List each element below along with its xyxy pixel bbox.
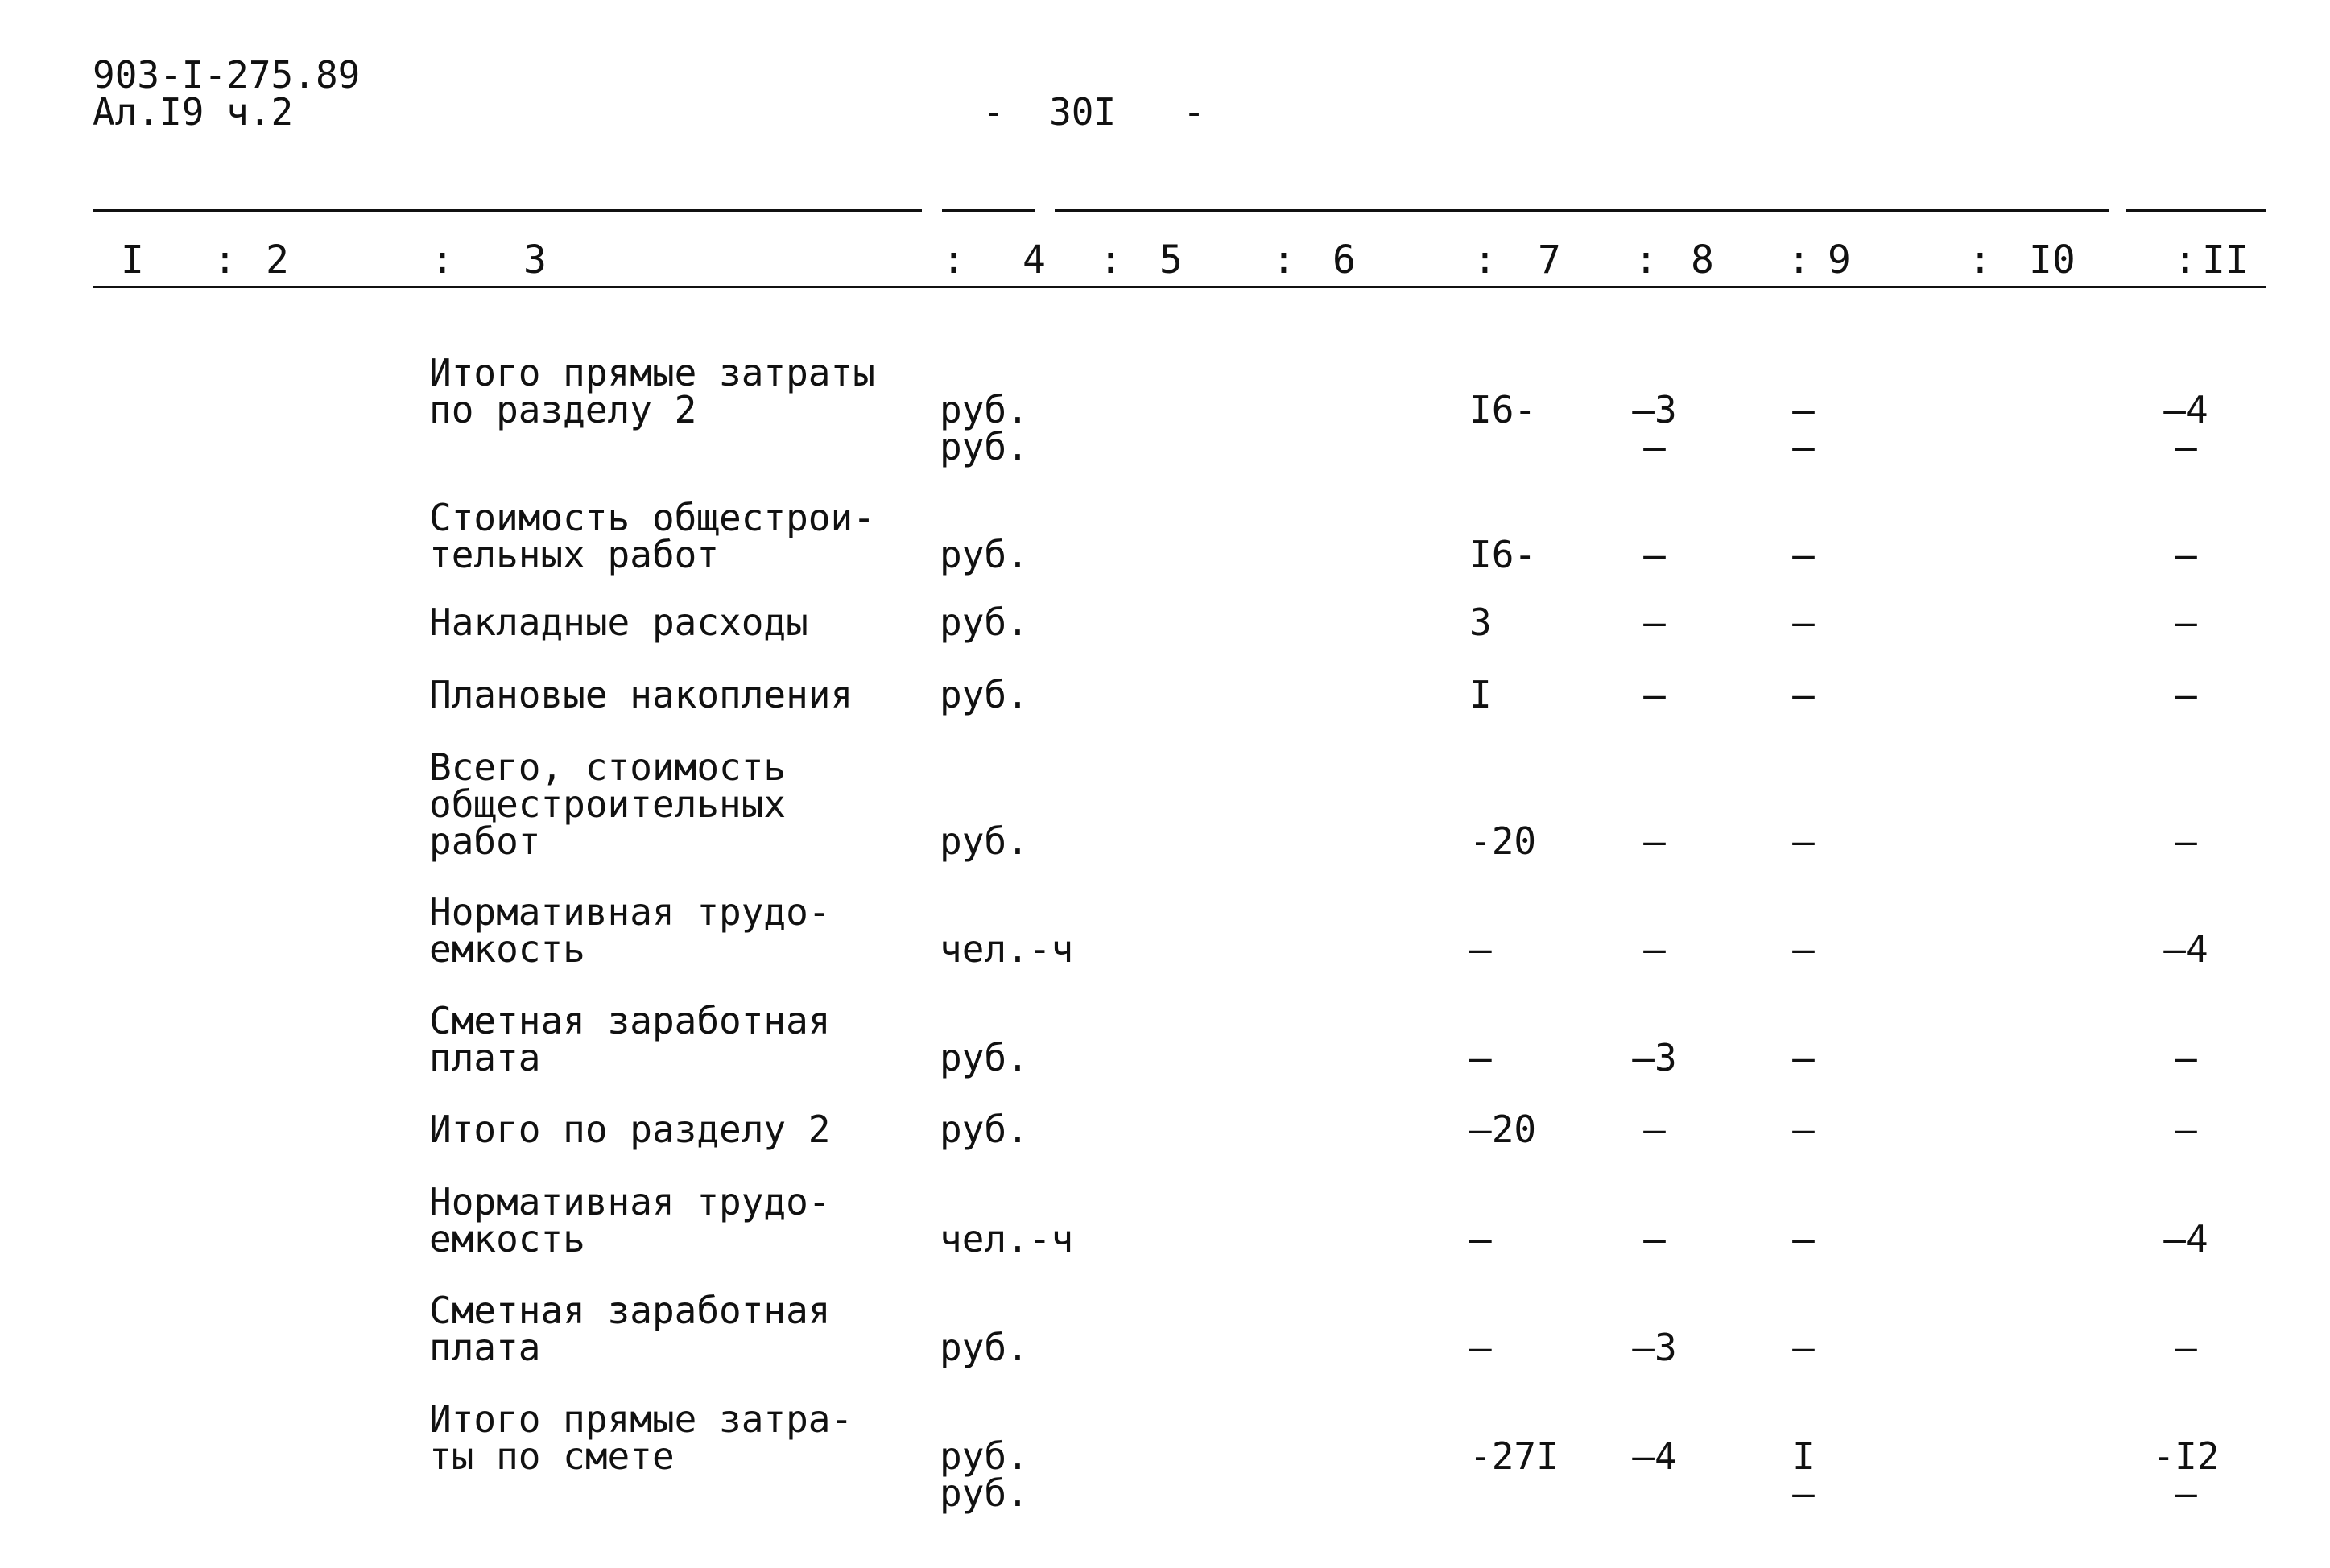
- column-number: 2: [266, 237, 289, 283]
- column-9-value: [1767, 1434, 1840, 1515]
- column-8-value: [1618, 927, 1691, 971]
- column-11-value-line: –: [2175, 1036, 2197, 1079]
- column-8-value-line: –: [1643, 819, 1666, 863]
- unit-cell: [940, 1108, 1029, 1151]
- column-9-value-line: I: [1792, 1434, 1815, 1478]
- column-separator: :: [942, 237, 965, 283]
- column-9-value-line: –: [1792, 1471, 1815, 1515]
- column-7-value: I: [1469, 673, 1492, 716]
- description-line: Нормативная трудо-: [429, 1180, 831, 1223]
- column-11-value: [2142, 819, 2230, 863]
- column-number: 8: [1691, 237, 1714, 283]
- column-11-value: [2142, 1326, 2230, 1369]
- description-line: Итого прямые затра-: [429, 1397, 853, 1441]
- unit-line: руб.: [940, 1036, 1029, 1079]
- unit-line: руб.: [940, 819, 1029, 863]
- column-9-value-line: –: [1792, 927, 1815, 971]
- description-line: Сметная заработная: [429, 1289, 831, 1332]
- column-9-value-line: –: [1792, 819, 1815, 863]
- column-7-value: I6-: [1469, 388, 1537, 431]
- top-rule-1: [93, 209, 922, 212]
- unit-line: руб.: [940, 1434, 1029, 1478]
- row-description: [429, 1180, 928, 1261]
- column-11-value-line: –: [2175, 1326, 2197, 1369]
- row-description: [429, 745, 928, 863]
- column-number: 9: [1828, 237, 1851, 283]
- column-8-value-line: –: [1643, 600, 1666, 644]
- column-11-value-line: –: [2175, 425, 2197, 468]
- column-11-value-line: –4: [2163, 1217, 2208, 1261]
- column-8-value: [1618, 1217, 1691, 1261]
- column-7-value: –20: [1469, 1108, 1537, 1151]
- column-9-value-line: –: [1792, 533, 1815, 576]
- column-8-value: [1618, 600, 1691, 644]
- column-11-value-line: –: [2175, 673, 2197, 716]
- column-number: 6: [1332, 237, 1356, 283]
- unit-cell: [940, 1434, 1029, 1515]
- row-description: [429, 351, 928, 431]
- top-rule-2: [942, 209, 1035, 212]
- unit-line: руб.: [940, 600, 1029, 644]
- column-9-value: [1767, 388, 1840, 468]
- description-line: емкость: [429, 927, 585, 971]
- column-number: I0: [2029, 237, 2076, 283]
- column-9-value: [1767, 1326, 1840, 1369]
- row-description: [429, 1397, 928, 1478]
- column-number: 5: [1159, 237, 1183, 283]
- column-11-value-line: –4: [2163, 927, 2208, 971]
- row-description: [429, 1289, 928, 1369]
- description-line: ты по смете: [429, 1434, 675, 1478]
- column-8-value-line: –: [1643, 425, 1666, 468]
- column-11-value: [2142, 927, 2230, 971]
- column-8-value: [1618, 1434, 1691, 1478]
- header-underline: [93, 286, 2266, 288]
- column-9-value-line: –: [1792, 673, 1815, 716]
- column-7-value: –: [1469, 1326, 1492, 1369]
- row-description: [429, 999, 928, 1079]
- column-7-value: -20: [1469, 819, 1537, 863]
- column-7-value: -27I: [1469, 1434, 1559, 1478]
- unit-line: чел.-ч: [940, 1217, 1074, 1261]
- column-separator: :: [1634, 237, 1658, 283]
- top-rule-4: [2126, 209, 2266, 212]
- column-8-value-line: –: [1643, 533, 1666, 576]
- column-11-value-line: -I2: [2152, 1434, 2220, 1478]
- column-9-value: [1767, 600, 1840, 644]
- description-line: Накладные расходы: [429, 600, 808, 644]
- description-line: по разделу 2: [429, 388, 697, 431]
- column-7-value: –: [1469, 927, 1492, 971]
- column-7-value: –: [1469, 1217, 1492, 1261]
- column-8-value-line: –3: [1632, 388, 1677, 431]
- unit-line: руб.: [940, 1108, 1029, 1151]
- column-9-value: [1767, 819, 1840, 863]
- column-11-value: [2142, 533, 2230, 576]
- row-description: [429, 890, 928, 971]
- unit-cell: [940, 1217, 1074, 1261]
- column-8-value: [1618, 1326, 1691, 1369]
- column-9-value-line: –: [1792, 425, 1815, 468]
- column-number: I: [121, 237, 144, 283]
- description-line: Итого по разделу 2: [429, 1108, 831, 1151]
- column-8-value: [1618, 388, 1691, 468]
- column-separator: :: [1969, 237, 1992, 283]
- row-description: [429, 600, 928, 644]
- description-line: емкость: [429, 1217, 585, 1261]
- unit-line: руб.: [940, 533, 1029, 576]
- column-9-value: [1767, 1036, 1840, 1079]
- column-9-value: [1767, 927, 1840, 971]
- page-number: - 30I -: [982, 90, 1205, 134]
- column-8-value: [1618, 533, 1691, 576]
- row-description: [429, 496, 928, 576]
- document-code: 903-I-275.89: [93, 53, 361, 97]
- column-8-value: [1618, 1036, 1691, 1079]
- column-separator: :: [1272, 237, 1295, 283]
- column-11-value: [2142, 1434, 2230, 1515]
- unit-cell: [940, 1036, 1029, 1079]
- column-9-value-line: –: [1792, 1326, 1815, 1369]
- column-9-value: [1767, 533, 1840, 576]
- unit-line: руб.: [940, 425, 1029, 468]
- column-number: 7: [1538, 237, 1561, 283]
- column-11-value-line: –4: [2163, 388, 2208, 431]
- column-8-value: [1618, 673, 1691, 716]
- row-description: [429, 1108, 928, 1151]
- unit-cell: [940, 819, 1029, 863]
- description-line: Нормативная трудо-: [429, 890, 831, 934]
- unit-cell: [940, 533, 1029, 576]
- column-8-value-line: –4: [1632, 1434, 1677, 1478]
- column-8-value-line: –3: [1632, 1036, 1677, 1079]
- column-number: II: [2202, 237, 2249, 283]
- column-9-value-line: –: [1792, 1036, 1815, 1079]
- column-11-value: [2142, 1217, 2230, 1261]
- column-separator: :: [1099, 237, 1122, 283]
- unit-line: чел.-ч: [940, 927, 1074, 971]
- column-11-value-line: –: [2175, 1471, 2197, 1515]
- column-number: 3: [523, 237, 547, 283]
- top-rule-3: [1055, 209, 2109, 212]
- column-9-value: [1767, 1108, 1840, 1151]
- column-9-value: [1767, 1217, 1840, 1261]
- column-separator: :: [2174, 237, 2197, 283]
- column-11-value: [2142, 1036, 2230, 1079]
- column-8-value: [1618, 819, 1691, 863]
- description-line: Плановые накопления: [429, 673, 853, 716]
- description-line: тельных работ: [429, 533, 720, 576]
- column-11-value: [2142, 673, 2230, 716]
- column-7-value: I6-: [1469, 533, 1537, 576]
- album-reference: Ал.I9 ч.2: [93, 90, 294, 134]
- description-line: общестроительных: [429, 782, 787, 826]
- column-8-value-line: –3: [1632, 1326, 1677, 1369]
- column-separator: :: [1787, 237, 1811, 283]
- column-8-value-line: –: [1643, 673, 1666, 716]
- row-description: [429, 673, 928, 716]
- unit-line: руб.: [940, 1471, 1029, 1515]
- column-7-value: –: [1469, 1036, 1492, 1079]
- unit-cell: [940, 1326, 1029, 1369]
- unit-line: руб.: [940, 673, 1029, 716]
- description-line: работ: [429, 819, 541, 863]
- column-9-value: [1767, 673, 1840, 716]
- column-11-value: [2142, 1108, 2230, 1151]
- column-separator: :: [431, 237, 454, 283]
- column-8-value: [1618, 1108, 1691, 1151]
- column-separator: :: [1473, 237, 1497, 283]
- column-11-value-line: –: [2175, 533, 2197, 576]
- description-line: Итого прямые затраты: [429, 351, 875, 394]
- description-line: Сметная заработная: [429, 999, 831, 1042]
- column-8-value-line: –: [1643, 1217, 1666, 1261]
- description-line: плата: [429, 1036, 541, 1079]
- column-9-value-line: –: [1792, 600, 1815, 644]
- unit-line: руб.: [940, 1326, 1029, 1369]
- column-9-value-line: –: [1792, 388, 1815, 431]
- column-7-value: 3: [1469, 600, 1492, 644]
- description-line: плата: [429, 1326, 541, 1369]
- column-8-value-line: –: [1643, 927, 1666, 971]
- unit-cell: [940, 927, 1074, 971]
- column-11-value: [2142, 388, 2230, 468]
- unit-line: руб.: [940, 388, 1029, 431]
- column-8-value-line: –: [1643, 1108, 1666, 1151]
- column-9-value-line: –: [1792, 1217, 1815, 1261]
- column-11-value-line: –: [2175, 819, 2197, 863]
- column-11-value-line: –: [2175, 1108, 2197, 1151]
- column-number: 4: [1022, 237, 1046, 283]
- description-line: Всего, стоимость: [429, 745, 787, 789]
- unit-cell: [940, 600, 1029, 644]
- column-separator: :: [213, 237, 237, 283]
- unit-cell: [940, 388, 1029, 468]
- description-line: Стоимость общестрои-: [429, 496, 875, 539]
- unit-cell: [940, 673, 1029, 716]
- column-9-value-line: –: [1792, 1108, 1815, 1151]
- column-11-value-line: –: [2175, 600, 2197, 644]
- column-11-value: [2142, 600, 2230, 644]
